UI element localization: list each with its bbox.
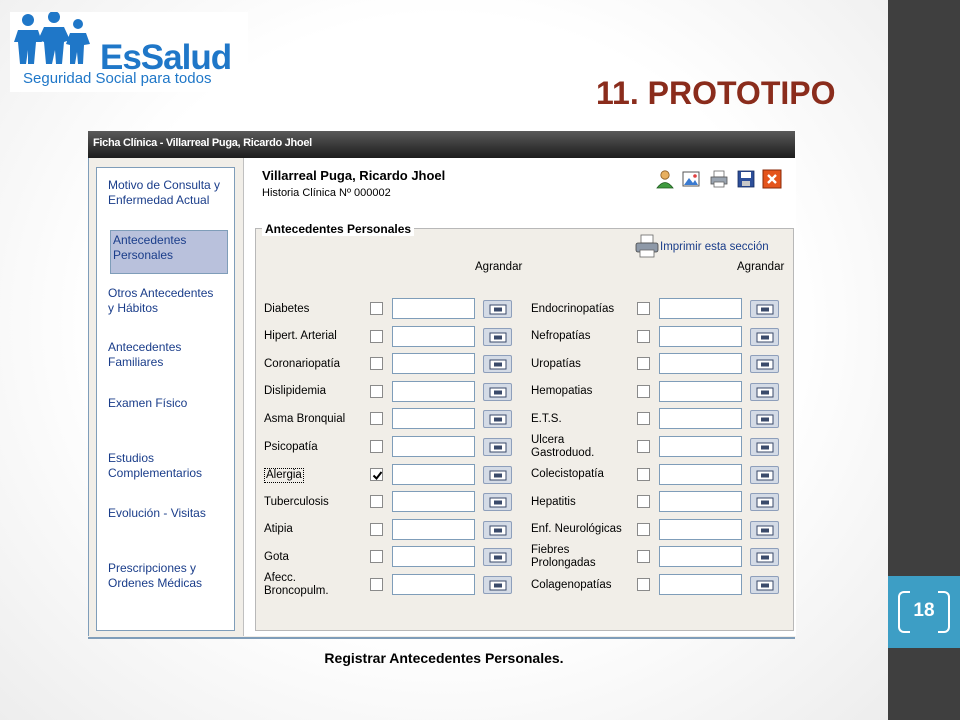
condition-checkbox[interactable] [637, 468, 650, 481]
condition-checkbox[interactable] [637, 440, 650, 453]
enlarge-button[interactable] [750, 521, 779, 539]
condition-label [264, 413, 376, 426]
condition-detail-input[interactable] [392, 491, 475, 512]
condition-label [531, 330, 643, 343]
condition-checkbox[interactable] [637, 357, 650, 370]
condition-checkbox[interactable] [370, 440, 383, 453]
sidebar-item-label: Examen Físico [108, 396, 188, 410]
condition-detail-input[interactable] [659, 519, 742, 540]
sidebar-item[interactable] [108, 561, 202, 591]
condition-checkbox[interactable] [370, 412, 383, 425]
condition-label-line: Asma Bronquial [264, 412, 346, 425]
patient-name: Villarreal Puga, Ricardo Jhoel [262, 168, 446, 183]
sidebar-item-label: Estudios [108, 451, 155, 465]
condition-detail-input[interactable] [392, 436, 475, 457]
condition-label [264, 468, 304, 483]
antecedentes-groupbox [255, 228, 794, 631]
condition-label-line: Tuberculosis [264, 495, 329, 508]
condition-detail-input[interactable] [392, 574, 475, 595]
condition-detail-input[interactable] [659, 408, 742, 429]
condition-detail-input[interactable] [659, 298, 742, 319]
sidebar-item[interactable] [108, 340, 181, 370]
sidebar-item[interactable] [108, 286, 213, 316]
condition-label-line: Enf. Neurológicas [531, 523, 622, 536]
enlarge-icon [489, 525, 507, 536]
condition-label [531, 544, 643, 570]
condition-label-line: Alergia [266, 469, 302, 482]
print-section-label: Imprimir esta sección [660, 241, 769, 253]
condition-label-line: Endocrinopatías [531, 302, 615, 315]
sidebar-item-label: Antecedentes [113, 233, 187, 247]
condition-checkbox[interactable] [637, 385, 650, 398]
condition-label [531, 413, 643, 426]
enlarge-icon [489, 470, 507, 481]
logo-tagline: Seguridad Social para todos [23, 70, 212, 87]
close-icon[interactable] [762, 169, 782, 189]
enlarge-button[interactable] [750, 493, 779, 511]
condition-detail-input[interactable] [392, 519, 475, 540]
enlarge-icon [489, 304, 507, 315]
condition-checkbox[interactable] [370, 330, 383, 343]
clinical-record-window [88, 131, 795, 639]
condition-label-line: Prolongadas [531, 557, 596, 570]
condition-label-line: Atipia [264, 523, 293, 536]
condition-label-line: Coronariopatía [264, 357, 341, 370]
enlarge-icon [756, 442, 774, 453]
enlarge-button[interactable] [483, 328, 512, 346]
sidebar-item-label: y Hábitos [108, 301, 159, 315]
condition-checkbox[interactable] [370, 523, 383, 536]
condition-label-line: Gota [264, 550, 289, 563]
condition-label-line: Hemopatias [531, 385, 593, 398]
enlarge-button[interactable] [483, 466, 512, 484]
essalud-logo [10, 12, 248, 92]
enlarge-button[interactable] [483, 355, 512, 373]
print-section-link[interactable] [634, 233, 784, 261]
window-title: Ficha Clínica - Villarreal Puga, Ricardo Jhoel [88, 131, 795, 158]
enlarge-icon [489, 580, 507, 591]
enlarge-icon [489, 332, 507, 343]
condition-checkbox[interactable] [637, 330, 650, 343]
condition-label-line: Fiebres [531, 544, 570, 557]
enlarge-button[interactable] [750, 576, 779, 594]
condition-detail-input[interactable] [392, 381, 475, 402]
slide-title: 11. PROTOTIPO [596, 75, 836, 111]
condition-label-line: Diabetes [264, 302, 310, 315]
condition-label [531, 523, 643, 536]
enlarge-icon [489, 552, 507, 563]
enlarge-button[interactable] [483, 521, 512, 539]
sidebar-item-label: Motivo de Consulta y [108, 178, 221, 192]
enlarge-button[interactable] [483, 438, 512, 456]
condition-label [264, 572, 376, 598]
enlarge-button[interactable] [483, 410, 512, 428]
condition-label [264, 385, 376, 398]
condition-checkbox[interactable] [637, 412, 650, 425]
sidebar-item-label: Evolución - Visitas [108, 506, 206, 520]
enlarge-button[interactable] [750, 300, 779, 318]
condition-detail-input[interactable] [659, 353, 742, 374]
save-icon[interactable] [736, 169, 756, 189]
condition-label-line: Nefropatías [531, 330, 591, 343]
sidebar-item[interactable] [108, 506, 206, 521]
enlarge-button[interactable] [750, 410, 779, 428]
condition-checkbox[interactable] [370, 468, 383, 481]
condition-label-line: Hepatitis [531, 495, 576, 508]
condition-label-line: Uropatías [531, 357, 581, 370]
user-icon[interactable] [655, 169, 675, 189]
sidebar-item-label: Familiares [108, 355, 164, 369]
enlarge-button[interactable] [483, 383, 512, 401]
main-panel [243, 158, 796, 636]
condition-label-line: Hipert. Arterial [264, 330, 337, 343]
sidebar-item-label: Complementarios [108, 466, 203, 480]
sidebar-item-label: Antecedentes [108, 340, 182, 354]
enlarge-icon [489, 359, 507, 370]
sidebar-item-label: Ordenes Médicas [108, 576, 203, 590]
enlarge-button[interactable] [750, 355, 779, 373]
slide-caption: Registrar Antecedentes Personales. [324, 650, 564, 666]
enlarge-column-header: Agrandar [475, 261, 523, 273]
enlarge-button[interactable] [483, 548, 512, 566]
condition-checkbox[interactable] [370, 302, 383, 315]
clinical-history-number: Historia Clínica Nº 000002 [262, 187, 391, 199]
sidebar-item-label: Prescripciones y [108, 561, 197, 575]
condition-checkbox[interactable] [370, 495, 383, 508]
printer-icon[interactable] [709, 169, 729, 189]
enlarge-button[interactable] [750, 328, 779, 346]
enlarge-icon [756, 387, 774, 398]
enlarge-icon [489, 442, 507, 453]
sidebar-item-label: Otros Antecedentes [108, 286, 214, 300]
enlarge-column-header: Agrandar [737, 261, 785, 273]
condition-detail-input[interactable] [392, 298, 475, 319]
sidebar-item[interactable] [110, 230, 228, 274]
enlarge-button[interactable] [483, 576, 512, 594]
condition-label [264, 551, 376, 564]
condition-label-line: Afecc. [264, 572, 296, 584]
condition-detail-input[interactable] [392, 326, 475, 347]
condition-label [531, 434, 643, 460]
condition-label [264, 303, 376, 316]
condition-checkbox[interactable] [637, 302, 650, 315]
condition-detail-input[interactable] [392, 464, 475, 485]
condition-detail-input[interactable] [392, 546, 475, 567]
condition-label-line: Gastroduod. [531, 447, 595, 459]
page-number-badge [888, 576, 960, 648]
section-title: Antecedentes Personales [262, 222, 414, 236]
condition-checkbox[interactable] [637, 578, 650, 591]
condition-label [264, 330, 376, 343]
enlarge-icon [489, 497, 507, 508]
family-figures-icon [14, 12, 104, 64]
enlarge-icon [489, 414, 507, 425]
condition-label [531, 303, 643, 316]
condition-checkbox[interactable] [370, 385, 383, 398]
condition-detail-input[interactable] [392, 353, 475, 374]
condition-detail-input[interactable] [659, 491, 742, 512]
condition-label [264, 496, 376, 509]
condition-label-line: Colecistopatía [531, 468, 604, 481]
condition-label [264, 523, 376, 536]
section-sidebar [96, 167, 235, 631]
sidebar-item[interactable] [108, 396, 187, 411]
condition-label-line: Broncopulm. [264, 585, 329, 597]
enlarge-icon [756, 525, 774, 536]
window-client-area [88, 158, 795, 636]
enlarge-icon [756, 497, 774, 508]
condition-label-line: Ulcera [531, 434, 565, 446]
condition-checkbox[interactable] [637, 523, 650, 536]
enlarge-icon [756, 580, 774, 591]
condition-label [264, 441, 376, 454]
sidebar-item[interactable] [108, 451, 202, 481]
condition-checkbox[interactable] [370, 578, 383, 591]
condition-label [531, 496, 643, 509]
condition-label [531, 385, 643, 398]
enlarge-button[interactable] [750, 383, 779, 401]
condition-checkbox[interactable] [637, 495, 650, 508]
condition-label-line: Dislipidemia [264, 385, 326, 398]
enlarge-icon [756, 414, 774, 425]
condition-label [531, 468, 643, 481]
enlarge-icon [756, 470, 774, 481]
condition-detail-input[interactable] [392, 408, 475, 429]
page-number: 18 [913, 600, 935, 621]
enlarge-icon [756, 304, 774, 315]
condition-detail-input[interactable] [659, 464, 742, 485]
enlarge-icon [756, 332, 774, 343]
sidebar-item-label: Enfermedad Actual [108, 193, 210, 207]
sidebar-item-label: Personales [113, 248, 174, 262]
logo-wordmark: EsSalud [100, 38, 232, 77]
enlarge-button[interactable] [483, 493, 512, 511]
condition-label-line: Psicopatía [264, 440, 318, 453]
enlarge-icon [756, 552, 774, 563]
enlarge-button[interactable] [750, 438, 779, 456]
condition-label [264, 358, 376, 371]
image-icon[interactable] [681, 169, 701, 189]
condition-detail-input[interactable] [659, 546, 742, 567]
condition-detail-input[interactable] [659, 326, 742, 347]
condition-label [531, 579, 643, 592]
condition-detail-input[interactable] [659, 381, 742, 402]
condition-checkbox[interactable] [370, 550, 383, 563]
enlarge-button[interactable] [483, 300, 512, 318]
printer-icon [634, 233, 660, 259]
enlarge-button[interactable] [750, 466, 779, 484]
condition-label [531, 358, 643, 371]
condition-label-line: E.T.S. [531, 412, 562, 425]
enlarge-button[interactable] [750, 548, 779, 566]
condition-label-line: Colagenopatías [531, 578, 612, 591]
enlarge-icon [756, 359, 774, 370]
sidebar-item[interactable] [108, 178, 220, 208]
condition-detail-input[interactable] [659, 436, 742, 457]
condition-checkbox[interactable] [370, 357, 383, 370]
condition-checkbox[interactable] [637, 550, 650, 563]
condition-detail-input[interactable] [659, 574, 742, 595]
enlarge-icon [489, 387, 507, 398]
